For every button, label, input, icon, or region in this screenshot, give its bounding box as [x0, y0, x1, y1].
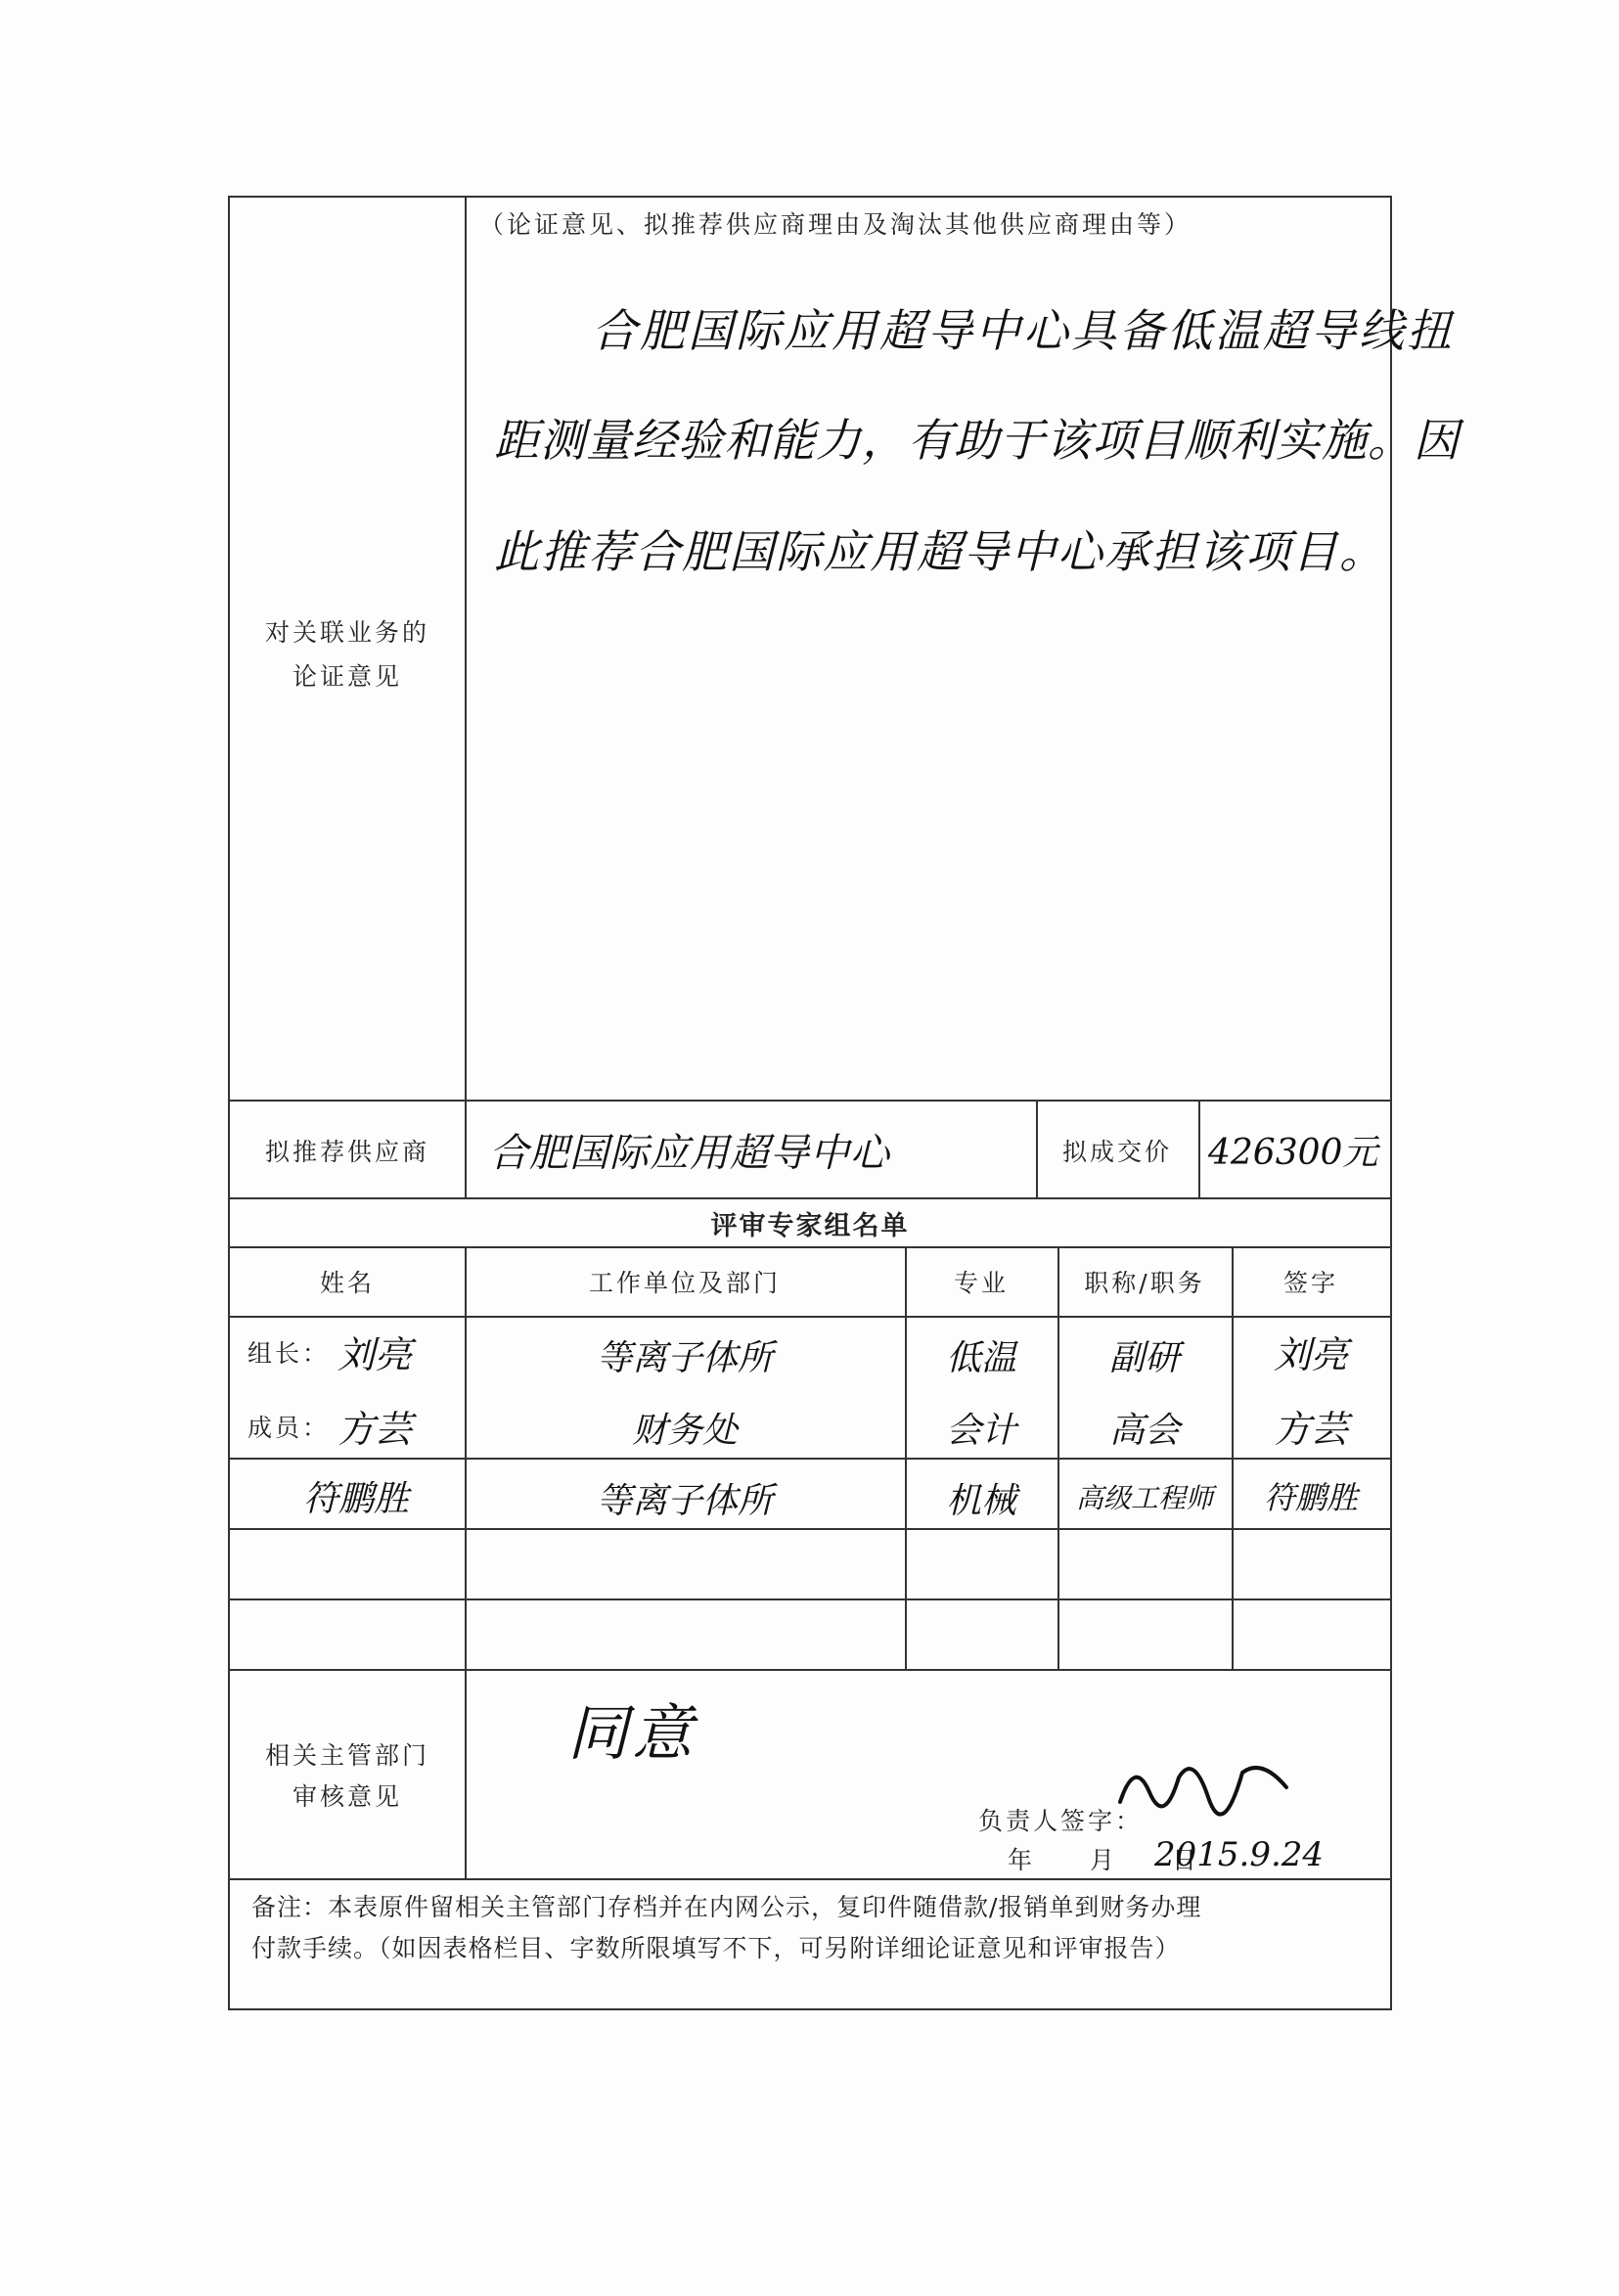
- expert-unit: 等离子体所: [596, 1338, 773, 1378]
- date-label: 年 月 日: [1008, 1846, 1200, 1874]
- expert-major: 机械: [945, 1481, 1016, 1521]
- rule: [1057, 1246, 1059, 1669]
- expert-title: 高会: [1108, 1411, 1180, 1451]
- rule: [230, 1316, 1390, 1318]
- supplier-value: 合肥国际应用超导中心: [489, 1131, 890, 1176]
- rule: [230, 1528, 1390, 1530]
- header-sign: 签字: [1282, 1269, 1338, 1297]
- responsible-signature: [1115, 1748, 1291, 1817]
- opinion-text-line1: 合肥国际应用超导中心具备低温超导线扭: [592, 304, 1455, 357]
- expert-unit: 等离子体所: [596, 1481, 773, 1521]
- expert-list-title: 评审专家组名单: [710, 1211, 910, 1241]
- header-name: 姓名: [319, 1269, 375, 1297]
- rule: [230, 1197, 1390, 1199]
- price-value: 426300元: [1208, 1133, 1378, 1173]
- rule: [230, 1598, 1390, 1600]
- opinion-text-line3: 此推荐合肥国际应用超导中心承担该项目。: [494, 525, 1386, 578]
- rule: [1232, 1246, 1234, 1669]
- dept-label-line2: 审核意见: [292, 1782, 402, 1811]
- responsible-label: 负责人签字：: [978, 1807, 1144, 1835]
- opinion-text-line2: 距测量经验和能力，有助于该项目顺利实施。因: [494, 414, 1460, 467]
- header-title: 职称/职务: [1084, 1269, 1205, 1297]
- rule: [230, 1458, 1390, 1460]
- opinion-hint: （论证意见、拟推荐供应商理由及淘汰其他供应商理由等）: [479, 210, 1192, 239]
- note-line2: 付款手续。（如因表格栏目、字数所限填写不下，可另附详细论证意见和评审报告）: [251, 1934, 1181, 1962]
- expert-sign: 符鹏胜: [1263, 1479, 1358, 1516]
- rule: [465, 198, 467, 1197]
- note-line1: 备注：本表原件留相关主管部门存档并在内网公示，复印件随借款/报销单到财务办理: [251, 1893, 1202, 1921]
- expert-title: 副研: [1108, 1338, 1180, 1378]
- expert-unit: 财务处: [631, 1411, 738, 1451]
- expert-name: 方芸: [337, 1408, 413, 1451]
- date-value: 2015.9.24: [1154, 1835, 1325, 1874]
- price-label: 拟成交价: [1061, 1138, 1172, 1166]
- supplier-label: 拟推荐供应商: [264, 1138, 429, 1166]
- expert-name: 刘亮: [337, 1333, 413, 1376]
- approval-form: [228, 196, 1460, 2010]
- opinion-label-line1: 对关联业务的: [264, 618, 429, 647]
- dept-opinion: 同意: [567, 1697, 697, 1769]
- expert-major: 低温: [945, 1338, 1016, 1378]
- expert-sign: 方芸: [1273, 1408, 1348, 1451]
- rule: [905, 1246, 907, 1669]
- member-label: 成员：: [247, 1414, 331, 1442]
- header-major: 专业: [953, 1269, 1009, 1297]
- header-unit: 工作单位及部门: [588, 1269, 781, 1297]
- opinion-label-line2: 论证意见: [292, 662, 402, 691]
- rule: [230, 1878, 1390, 1880]
- leader-label: 组长：: [247, 1339, 331, 1368]
- rule: [1198, 1100, 1200, 1197]
- rule: [230, 1669, 1390, 1671]
- expert-sign: 刘亮: [1273, 1333, 1348, 1376]
- rule: [230, 1100, 1390, 1102]
- dept-label-line1: 相关主管部门: [264, 1741, 429, 1770]
- rule: [230, 1246, 1390, 1248]
- expert-name: 符鹏胜: [303, 1479, 410, 1519]
- expert-major: 会计: [945, 1411, 1016, 1451]
- expert-title: 高级工程师: [1075, 1482, 1213, 1514]
